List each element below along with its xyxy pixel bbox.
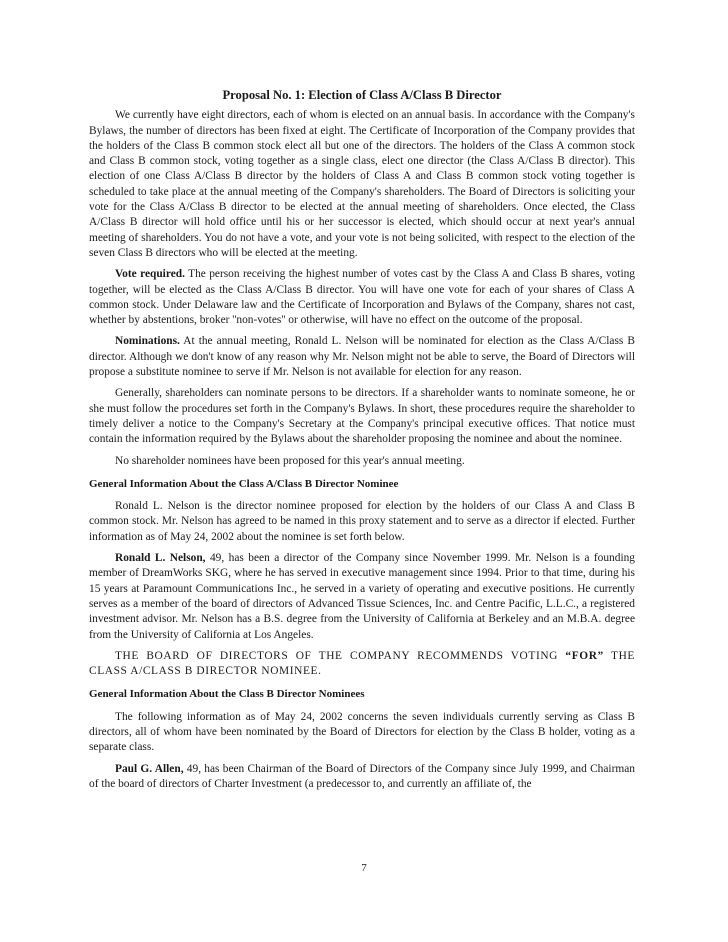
section-heading-class-b: General Information About the Class B Director Nominees [89,688,365,701]
nominations-text: At the annual meeting, Ronald L. Nelson will be nominated for election as the Class A/Class B director. Although we don't know of any reason why Mr. Nelson might not be able to serve, the Board of Directors will propose a substitute nominee to serve if Mr. Nelson is not available for election for any reason. [89,335,635,379]
nelson-name: Ronald L. Nelson, [115,552,206,565]
nominee-intro-paragraph: Ronald L. Nelson is the director nominee proposed for election by the holders of our Class A and Class B common stock. Mr. Nelson has agreed to be named in this proxy statement and to serve as a director if elected. Further information as of May 24, 2002 about the nominee is set forth below. [89,500,635,543]
board-recommendation-paragraph [89,649,635,680]
intro-paragraph: We currently have eight directors, each of whom is elected on an annual basis. In accordance with the Company's Bylaws, the number of directors has been fixed at eight. The Certificate of Incorporation of the Company provides that the holders of the Class B common stock elect all but one of the directors. The holders of the Class A common stock and Class B common stock, voting together as a single class, elect one director (the Class A/Class B director). This election of one Class A/Class B director by the holders of Class A and Class B common stock voting together is scheduled to take place at the annual meeting of the Company's shareholders. The Board of Directors is soliciting your vote for the Class A/Class B director to be elected at the annual meeting of shareholders. Once elected, the Class A/Class B director will hold office until his or her successor is elected, which should occur at next year's annual meeting of shareholders. You do not have a vote, and your vote is not being solicited, with respect to the election of the seven Class B directors who will be elected at the meeting. [89,109,635,259]
shareholder-nomination-paragraph: Generally, shareholders can nominate persons to be directors. If a shareholder wants to nominate someone, he or she must follow the procedures set forth in the Company's Bylaws. In short, these procedures require the shareholder to timely deliver a notice to the Company's Secretary at the Company's principal executive offices. That notice must contain the information required by the Bylaws about the shareholder proposing the nominee and about the nominee. [89,387,635,446]
allen-bio-text: 49, has been Chairman of the Board of Directors of the Company since July 1999, and Chairman of the board of directors of Charter Investment (a predecessor to, and currently an affiliate of, the [89,762,635,790]
nominations-lead: Nominations. [115,335,180,348]
recommendation-text-a: THE BOARD OF DIRECTORS OF THE COMPANY RECOMMENDS VOTING [115,649,566,662]
document-page [89,88,635,798]
nelson-bio-paragraph [89,551,635,643]
recommendation-for: “FOR” [565,649,604,662]
allen-bio-paragraph [89,762,635,793]
allen-name: Paul G. Allen, [115,762,184,775]
vote-required-paragraph [89,267,635,328]
no-nominees-paragraph: No shareholder nominees have been proposed for this year's annual meeting. [115,454,465,467]
nelson-bio-text: 49, has been a director of the Company since November 1999. Mr. Nelson is a founding member of DreamWorks SKG, where he has served in executive management since 1994. Prior to that time, during his 15 years at Paramount Communications Inc., he served in a variety of operating and executive positions. He currently serves as a member of the board of directors of Advanced Tissue Sciences, Inc. and Centre Pacific, L.L.C., a registered investment advisor. Mr. Nelson has a B.S. degree from the University of California at Berkeley and an M.B.A. degree from the University of California at Los Angeles. [89,552,635,641]
page-number: 7 [361,862,367,874]
class-b-intro-paragraph: The following information as of May 24, 2002 concerns the seven individuals currently serving as Class B directors, all of whom have been nominated by the Board of Directors for election by the Class B holder, voting as a separate class. [89,710,635,754]
vote-required-text: The person receiving the highest number of votes cast by the Class A and Class B shares, voting together, will be elected as the Class A/Class B director. You will have one vote for each of your shares of Class A common stock. Under Delaware law and the Certificate of Incorporation and Bylaws of the Company, shares not cast, whether by abstentions, broker ''non-votes'' or otherwise, will have no effect on the outcome of the proposal. [89,268,635,327]
proposal-title: Proposal No. 1: Election of Class A/Class B Director [222,88,502,102]
recommendation-text-b: THE CLASS A/CLASS B DIRECTOR NOMINEE. [89,649,635,678]
vote-required-lead: Vote required. [115,268,185,281]
section-heading-class-a-b: General Information About the Class A/Class B Director Nominee [89,477,399,490]
nominations-paragraph [89,334,635,380]
